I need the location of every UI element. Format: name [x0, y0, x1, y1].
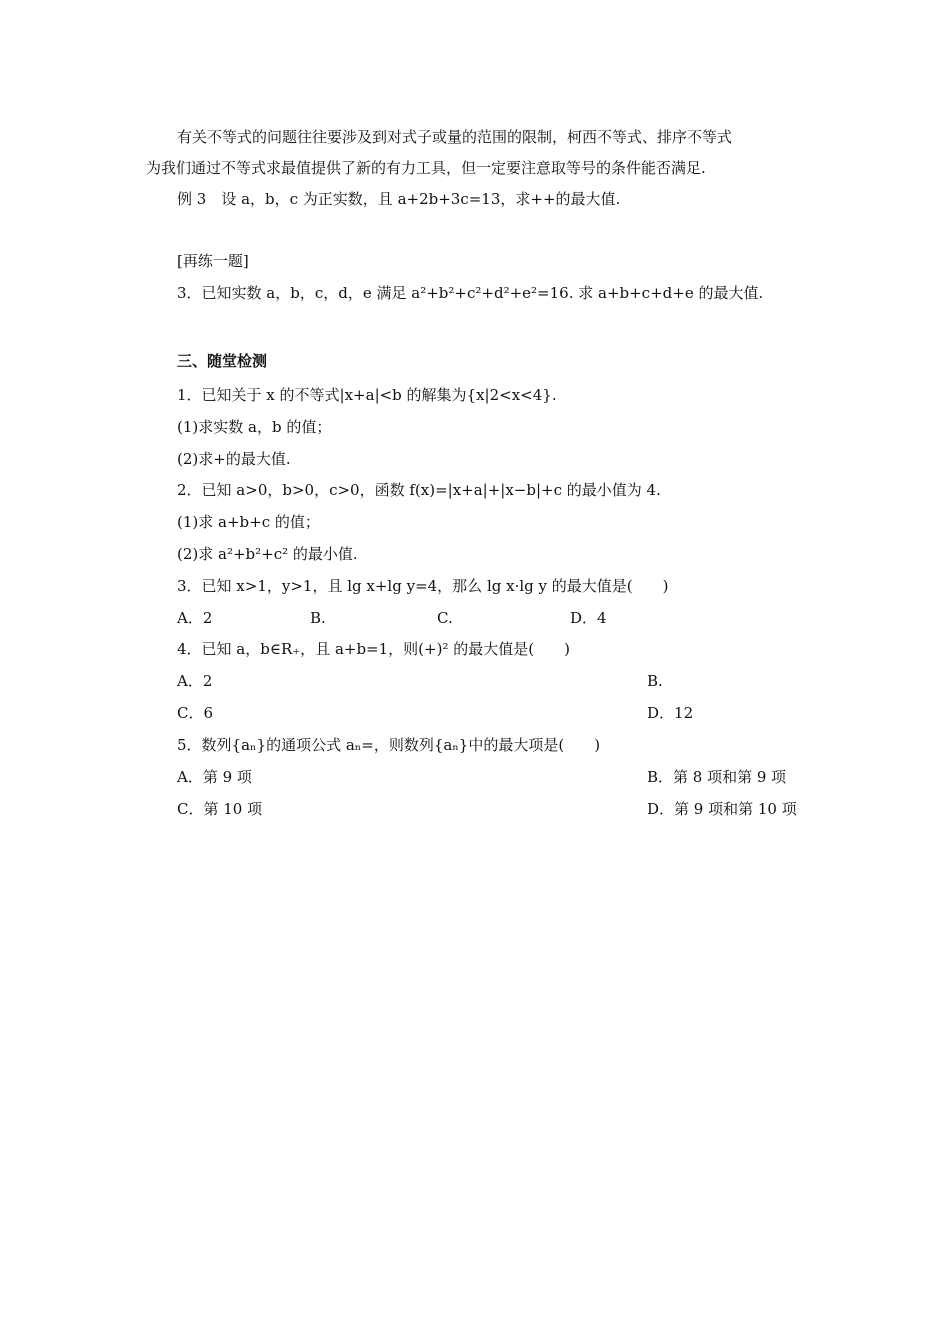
- question-2-part-2: (2)求 a²+b²+c² 的最小值.: [177, 545, 358, 563]
- question-4: 4．已知 a，b∈R₊，且 a+b=1，则(+)² 的最大值是( ): [177, 640, 570, 658]
- q4-option-d: D．12: [647, 704, 694, 722]
- question-1: 1．已知关于 x 的不等式|x+a|<b 的解集为{x|2<x<4}.: [177, 386, 557, 404]
- section-title: 三、随堂检测: [177, 352, 268, 370]
- question-2-part-1: (1)求 a+b+c 的值；: [177, 513, 320, 531]
- q4-option-a: A．2: [177, 672, 213, 690]
- question-1-part-2: (2)求+的最大值.: [177, 450, 291, 468]
- q5-option-a: A．第 9 项: [177, 768, 252, 786]
- q5-option-b: B．第 8 项和第 9 项: [647, 768, 787, 786]
- q3-option-a: A．2: [177, 609, 213, 627]
- example-3: 例 3 设 a，b，c 为正实数，且 a+2b+3c=13，求++的最大值.: [177, 190, 621, 208]
- q3-option-d: D．4: [570, 609, 607, 627]
- q5-option-d: D．第 9 项和第 10 项: [647, 800, 797, 818]
- q4-option-c: C．6: [177, 704, 214, 722]
- q3-option-c: C.: [437, 609, 453, 627]
- question-5: 5．数列{aₙ}的通项公式 aₙ=，则数列{aₙ}中的最大项是( ): [177, 736, 601, 754]
- practice-header: [再练一题]: [177, 252, 249, 270]
- q4-option-b: B.: [647, 672, 663, 690]
- question-1-part-1: (1)求实数 a，b 的值；: [177, 418, 332, 436]
- question-2: 2．已知 a>0，b>0，c>0，函数 f(x)=|x+a|+|x−b|+c 的最小值为 4.: [177, 481, 661, 499]
- intro-line-2: 为我们通过不等式求最值提供了新的有力工具，但一定要注意取等号的条件能否满足.: [146, 159, 706, 177]
- question-3: 3．已知 x>1，y>1，且 lg x+lg y=4，那么 lg x·lg y 的最大值是( ): [177, 577, 669, 595]
- intro-line-1: 有关不等式的问题往往要涉及到对式子或量的范围的限制，柯西不等式、排序不等式: [177, 128, 733, 146]
- practice-question-3: 3．已知实数 a，b，c，d，e 满足 a²+b²+c²+d²+e²=16. 求 a+b+c+d+e 的最大值.: [177, 284, 764, 302]
- q5-option-c: C．第 10 项: [177, 800, 263, 818]
- q3-option-b: B.: [310, 609, 326, 627]
